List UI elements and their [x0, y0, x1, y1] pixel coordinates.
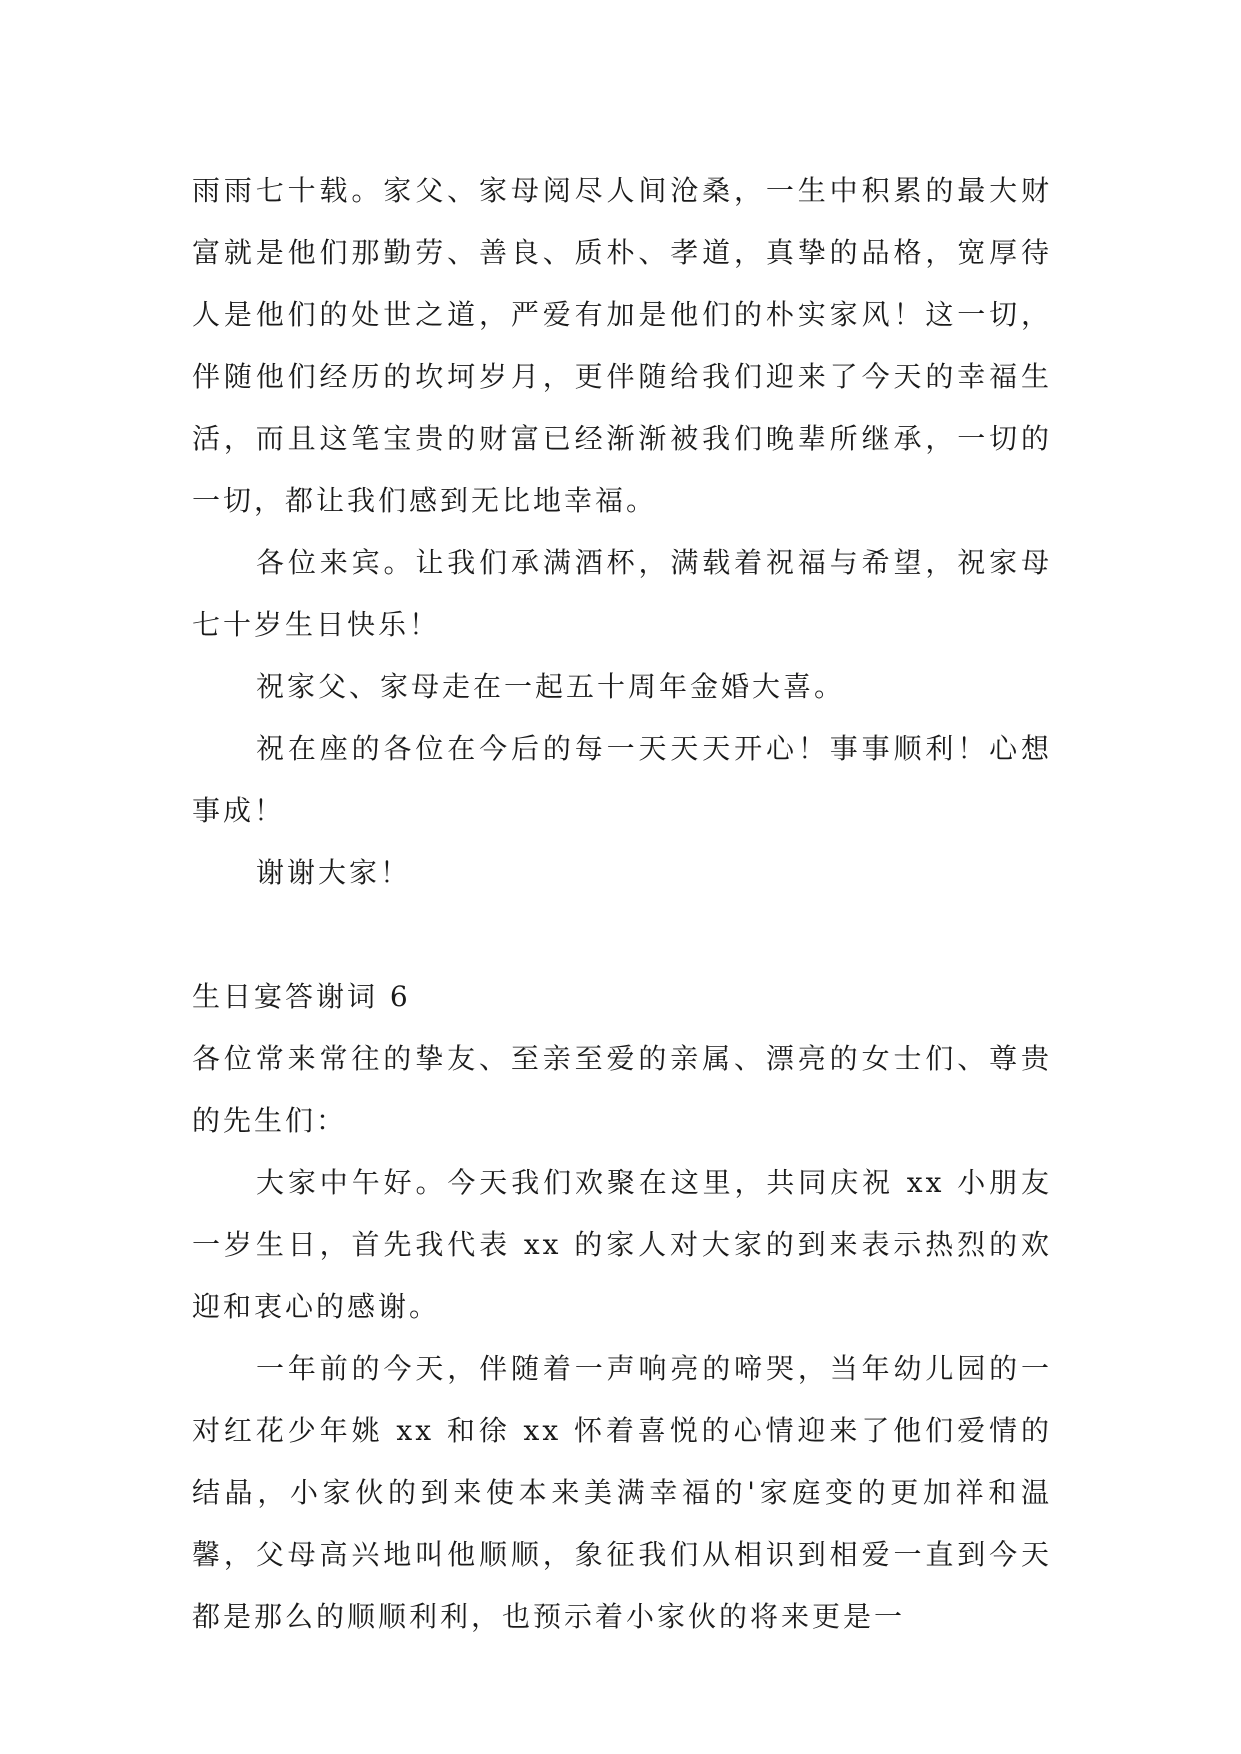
paragraph-thanks: 谢谢大家！ [256, 856, 412, 889]
section-spacer [192, 904, 1052, 966]
section-title: 生日宴答谢词 6 [192, 980, 411, 1013]
document-body [192, 160, 1052, 1648]
paragraph-salutation: 各位常来常往的挚友、至亲至爱的亲属、漂亮的女士们、尊贵的先生们： [192, 1042, 1052, 1137]
paragraph-story: 一年前的今天，伴随着一声响亮的啼哭，当年幼儿园的一对红花少年姚 xx 和徐 xx 怀着喜悦的心情迎来了他们爱情的结晶，小家伙的到来使本来美满幸福的'家庭变的更加祥和温馨，父母高兴地叫他顺顺，象征我们从相识到相爱一直到今天都是那么的顺顺利利，也预示着小家伙的将来更是一 [192, 1352, 1052, 1633]
paragraph-toast: 各位来宾。让我们承满酒杯，满载着祝福与希望，祝家母七十岁生日快乐！ [192, 546, 1052, 641]
paragraph-golden-wedding: 祝家父、家母走在一起五十周年金婚大喜。 [256, 670, 846, 703]
paragraph-wishes: 祝在座的各位在今后的每一天天天开心！事事顺利！心想事成！ [192, 732, 1052, 827]
paragraph-greeting: 大家中午好。今天我们欢聚在这里，共同庆祝 xx 小朋友一岁生日，首先我代表 xx 的家人对大家的到来表示热烈的欢迎和衷心的感谢。 [192, 1166, 1052, 1323]
paragraph-continuation: 雨雨七十载。家父、家母阅尽人间沧桑，一生中积累的最大财富就是他们那勤劳、善良、质朴、孝道，真挚的品格，宽厚待人是他们的处世之道，严爱有加是他们的朴实家风！这一切，伴随他们经历的坎坷岁月，更伴随给我们迎来了今天的幸福生活，而且这笔宝贵的财富已经渐渐被我们晚辈所继承，一切的一切，都让我们感到无比地幸福。 [192, 174, 1052, 517]
